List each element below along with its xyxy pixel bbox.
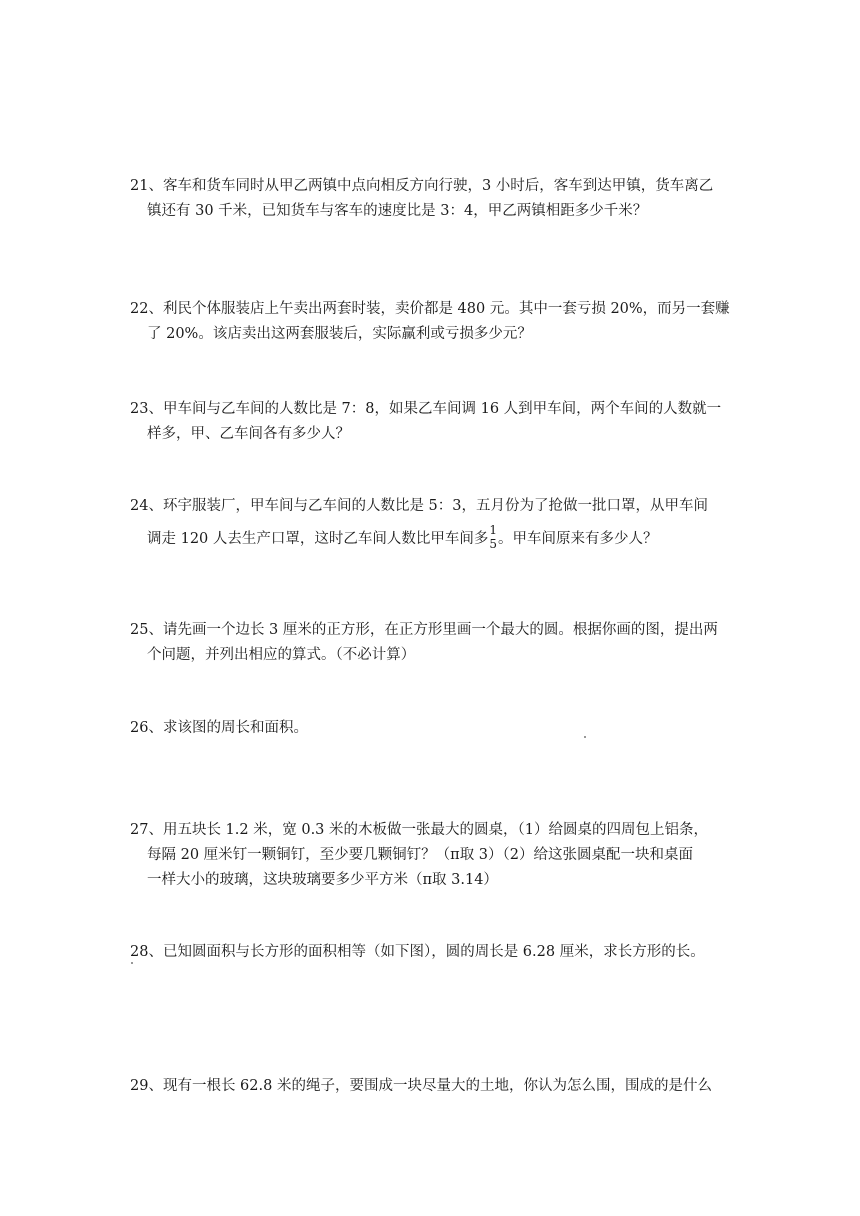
question-22: [130, 297, 730, 347]
question-24: [130, 494, 730, 553]
fraction-denominator: 5: [489, 537, 498, 551]
question-line: 了 20%。该店卖出这两套服装后，实际赢利或亏损多少元？: [147, 326, 532, 342]
question-line: 22、利民个体服装店上午卖出两套时装，卖价都是 480 元。其中一套亏损 20%，而另一套赚: [130, 301, 730, 317]
question-line: 样多，甲、乙车间各有多少人？: [147, 426, 350, 442]
question-27: [130, 818, 730, 893]
fraction: [489, 523, 497, 551]
question-line: 一样大小的玻璃，这块玻璃要多少平方米（π取 3.14）: [147, 872, 498, 888]
question-line: 23、甲车间与乙车间的人数比是 7：8，如果乙车间调 16 人到甲车间，两个车间的人数就一: [130, 401, 722, 417]
question-28: [130, 940, 730, 965]
question-line: 每隔 20 厘米钉一颗铜钉，至少要几颗铜钉？（π取 3）（2）给这张圆桌配一块和桌面: [147, 847, 694, 863]
question-line: 21、客车和货车同时从甲乙两镇中点向相反方向行驶，3 小时后，客车到达甲镇，货车离乙: [130, 178, 714, 194]
question-line: 27、用五块长 1.2 米，宽 0.3 米的木板做一张最大的圆桌，（1）给圆桌的四周包上铝条，: [130, 822, 708, 838]
question-line: 29、现有一根长 62.8 米的绳子，要围成一块尽量大的土地，你认为怎么围，围成的是什么: [130, 1078, 712, 1094]
question-line-with-fraction: [130, 525, 730, 553]
question-line: 25、请先画一个边长 3 厘米的正方形，在正方形里画一个最大的圆。根据你画的图，提出两: [130, 622, 718, 638]
question-26: [130, 716, 730, 741]
question-text: 。甲车间原来有多少人？: [498, 531, 658, 547]
question-text: 调走 120 人去生产口罩，这时乙车间人数比甲车间多: [147, 531, 489, 547]
question-line: 26、求该图的周长和面积。: [130, 720, 308, 736]
figure-placeholder-dot: [131, 962, 133, 964]
question-21: [130, 174, 730, 224]
question-25: [130, 618, 730, 668]
question-29: [130, 1074, 730, 1099]
question-line: 28、已知圆面积与长方形的面积相等（如下图），圆的周长是 6.28 厘米，求长方形的长。: [130, 944, 705, 960]
question-line: 个问题，并列出相应的算式。（不必计算）: [147, 647, 416, 663]
question-line: 24、环宇服装厂，甲车间与乙车间的人数比是 5：3，五月份为了抢做一批口罩，从甲车间: [130, 498, 709, 514]
fraction-numerator: 1: [489, 523, 498, 537]
question-line: 镇还有 30 千米，已知货车与客车的速度比是 3：4，甲乙两镇相距多少千米？: [147, 203, 648, 219]
question-23: [130, 397, 730, 447]
figure-placeholder-dot: [584, 736, 586, 738]
